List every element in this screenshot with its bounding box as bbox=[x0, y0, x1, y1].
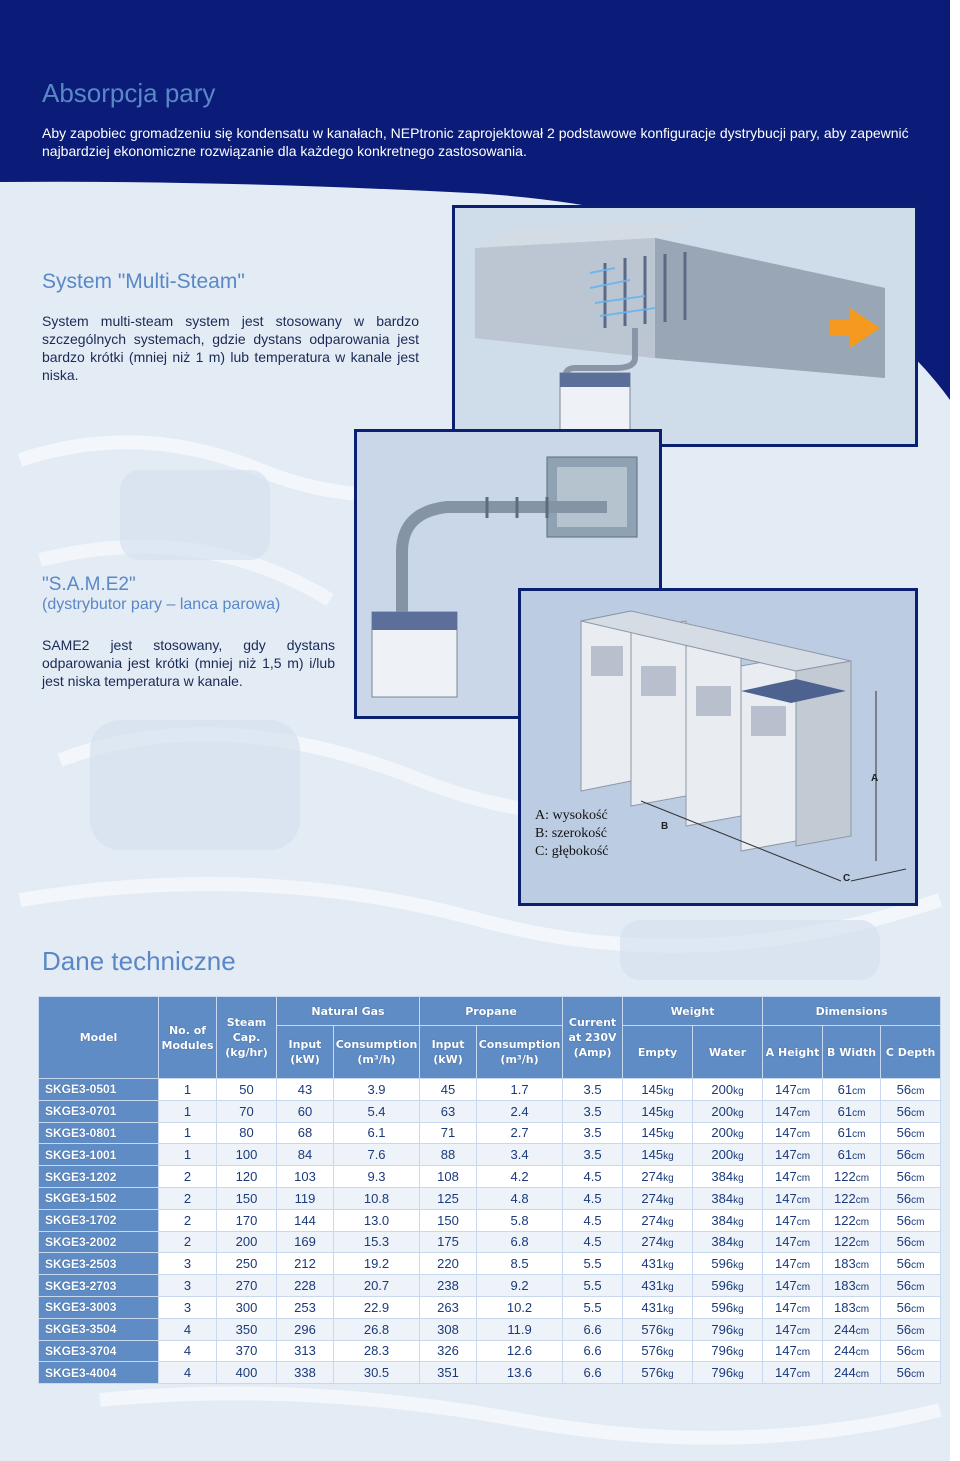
cell-c: 56cm bbox=[881, 1144, 941, 1166]
cell-pr-input: 71 bbox=[420, 1122, 477, 1144]
header-pr-input: Input (kW) bbox=[420, 1026, 477, 1079]
cell-steam: 150 bbox=[217, 1187, 277, 1209]
page-edge bbox=[950, 0, 960, 1461]
same2-title: "S.A.M.E2" bbox=[42, 574, 136, 595]
cell-pr-input: 63 bbox=[420, 1100, 477, 1122]
cell-b: 244cm bbox=[823, 1318, 881, 1340]
cell-b: 183cm bbox=[823, 1275, 881, 1297]
header-dimensions: Dimensions bbox=[763, 997, 941, 1026]
cell-pr-consumption: 4.2 bbox=[477, 1166, 563, 1188]
dimension-label-c: C bbox=[843, 873, 851, 884]
cell-modules: 4 bbox=[159, 1340, 217, 1362]
cell-model: SKGE3-0701 bbox=[39, 1100, 159, 1122]
cell-empty: 576kg bbox=[623, 1318, 693, 1340]
table-row bbox=[39, 1296, 941, 1318]
cell-modules: 1 bbox=[159, 1144, 217, 1166]
cell-pr-consumption: 2.4 bbox=[477, 1100, 563, 1122]
cell-c: 56cm bbox=[881, 1231, 941, 1253]
cell-model: SKGE3-3003 bbox=[39, 1296, 159, 1318]
cell-ng-consumption: 20.7 bbox=[334, 1275, 420, 1297]
table-row bbox=[39, 1100, 941, 1122]
cell-model: SKGE3-1202 bbox=[39, 1166, 159, 1188]
header-natural-gas: Natural Gas bbox=[277, 997, 420, 1026]
cell-a: 147cm bbox=[763, 1362, 823, 1384]
cell-current: 6.6 bbox=[563, 1362, 623, 1384]
cell-empty: 274kg bbox=[623, 1166, 693, 1188]
cell-pr-consumption: 4.8 bbox=[477, 1187, 563, 1209]
dimension-label-b: B bbox=[661, 821, 669, 832]
cell-a: 147cm bbox=[763, 1122, 823, 1144]
cell-model: SKGE3-1502 bbox=[39, 1187, 159, 1209]
cell-pr-input: 108 bbox=[420, 1166, 477, 1188]
header-weight: Weight bbox=[623, 997, 763, 1026]
tech-data-title: Dane techniczne bbox=[42, 946, 236, 976]
cell-ng-consumption: 6.1 bbox=[334, 1122, 420, 1144]
header-water: Water bbox=[693, 1026, 763, 1079]
cell-steam: 350 bbox=[217, 1318, 277, 1340]
cell-b: 122cm bbox=[823, 1231, 881, 1253]
cell-steam: 50 bbox=[217, 1079, 277, 1101]
cell-ng-input: 60 bbox=[277, 1100, 334, 1122]
cell-ng-input: 84 bbox=[277, 1144, 334, 1166]
cell-b: 244cm bbox=[823, 1362, 881, 1384]
cell-empty: 274kg bbox=[623, 1231, 693, 1253]
cell-pr-input: 308 bbox=[420, 1318, 477, 1340]
cell-a: 147cm bbox=[763, 1187, 823, 1209]
page-title: Absorpcja pary bbox=[42, 78, 216, 108]
cell-ng-consumption: 9.3 bbox=[334, 1166, 420, 1188]
cell-current: 4.5 bbox=[563, 1166, 623, 1188]
cell-steam: 200 bbox=[217, 1231, 277, 1253]
cell-ng-input: 103 bbox=[277, 1166, 334, 1188]
cell-model: SKGE3-2503 bbox=[39, 1253, 159, 1275]
cell-c: 56cm bbox=[881, 1079, 941, 1101]
legend-b: B: szerokość bbox=[535, 826, 607, 841]
dimensions-legend bbox=[535, 807, 609, 861]
cell-b: 183cm bbox=[823, 1253, 881, 1275]
cell-c: 56cm bbox=[881, 1100, 941, 1122]
cell-steam: 370 bbox=[217, 1340, 277, 1362]
header-modules: No. of Modules bbox=[159, 997, 217, 1079]
cell-ng-input: 253 bbox=[277, 1296, 334, 1318]
cell-pr-input: 45 bbox=[420, 1079, 477, 1101]
same2-subtitle: (dystrybutor pary – lanca parowa) bbox=[42, 596, 281, 613]
cell-pr-consumption: 6.8 bbox=[477, 1231, 563, 1253]
cell-model: SKGE3-0801 bbox=[39, 1122, 159, 1144]
header-model: Model bbox=[39, 997, 159, 1079]
cell-model: SKGE3-1702 bbox=[39, 1209, 159, 1231]
cell-pr-consumption: 1.7 bbox=[477, 1079, 563, 1101]
cell-current: 5.5 bbox=[563, 1275, 623, 1297]
cell-pr-consumption: 10.2 bbox=[477, 1296, 563, 1318]
cell-pr-input: 263 bbox=[420, 1296, 477, 1318]
cell-ng-consumption: 30.5 bbox=[334, 1362, 420, 1384]
cell-modules: 3 bbox=[159, 1296, 217, 1318]
cell-ng-consumption: 28.3 bbox=[334, 1340, 420, 1362]
cell-pr-input: 175 bbox=[420, 1231, 477, 1253]
header-ng-input: Input (kW) bbox=[277, 1026, 334, 1079]
cell-steam: 80 bbox=[217, 1122, 277, 1144]
cell-c: 56cm bbox=[881, 1296, 941, 1318]
cell-a: 147cm bbox=[763, 1318, 823, 1340]
cell-ng-input: 212 bbox=[277, 1253, 334, 1275]
cell-empty: 431kg bbox=[623, 1296, 693, 1318]
cell-ng-input: 228 bbox=[277, 1275, 334, 1297]
multi-steam-text: System multi-steam system jest stosowany w bardzo szczególnych systemach, gdzie dystans odparowania jest bardzo krótki (mniej niż 1 m) lub temperatura w kanale jest niska. bbox=[42, 313, 419, 383]
cell-current: 3.5 bbox=[563, 1100, 623, 1122]
cell-b: 61cm bbox=[823, 1100, 881, 1122]
cell-steam: 70 bbox=[217, 1100, 277, 1122]
cell-pr-consumption: 5.8 bbox=[477, 1209, 563, 1231]
cell-modules: 3 bbox=[159, 1275, 217, 1297]
cell-ng-consumption: 10.8 bbox=[334, 1187, 420, 1209]
cell-water: 384kg bbox=[693, 1231, 763, 1253]
cell-water: 596kg bbox=[693, 1275, 763, 1297]
cell-empty: 145kg bbox=[623, 1144, 693, 1166]
cell-model: SKGE3-1001 bbox=[39, 1144, 159, 1166]
table-row bbox=[39, 1122, 941, 1144]
cell-pr-input: 351 bbox=[420, 1362, 477, 1384]
cell-pr-consumption: 9.2 bbox=[477, 1275, 563, 1297]
multi-steam-illustration bbox=[452, 205, 918, 447]
cell-ng-consumption: 22.9 bbox=[334, 1296, 420, 1318]
cell-water: 796kg bbox=[693, 1318, 763, 1340]
cell-current: 4.5 bbox=[563, 1209, 623, 1231]
cell-modules: 3 bbox=[159, 1253, 217, 1275]
cell-ng-input: 119 bbox=[277, 1187, 334, 1209]
cell-pr-input: 220 bbox=[420, 1253, 477, 1275]
cell-b: 244cm bbox=[823, 1340, 881, 1362]
cell-current: 6.6 bbox=[563, 1340, 623, 1362]
cell-model: SKGE3-3704 bbox=[39, 1340, 159, 1362]
header-b: B Width bbox=[823, 1026, 881, 1079]
cell-current: 4.5 bbox=[563, 1231, 623, 1253]
header-empty: Empty bbox=[623, 1026, 693, 1079]
cell-model: SKGE3-0501 bbox=[39, 1079, 159, 1101]
cell-pr-consumption: 11.9 bbox=[477, 1318, 563, 1340]
legend-c: C: głębokość bbox=[535, 844, 609, 859]
cell-ng-input: 169 bbox=[277, 1231, 334, 1253]
cell-current: 4.5 bbox=[563, 1187, 623, 1209]
cell-b: 61cm bbox=[823, 1122, 881, 1144]
cell-water: 384kg bbox=[693, 1187, 763, 1209]
cell-empty: 145kg bbox=[623, 1100, 693, 1122]
cell-ng-consumption: 13.0 bbox=[334, 1209, 420, 1231]
cell-ng-consumption: 5.4 bbox=[334, 1100, 420, 1122]
cell-ng-input: 296 bbox=[277, 1318, 334, 1340]
cell-c: 56cm bbox=[881, 1318, 941, 1340]
cell-c: 56cm bbox=[881, 1166, 941, 1188]
cell-c: 56cm bbox=[881, 1253, 941, 1275]
header-ng-consumption: Consumption (m³/h) bbox=[334, 1026, 420, 1079]
cell-modules: 2 bbox=[159, 1231, 217, 1253]
cell-empty: 274kg bbox=[623, 1187, 693, 1209]
header-a: A Height bbox=[763, 1026, 823, 1079]
cell-model: SKGE3-2002 bbox=[39, 1231, 159, 1253]
cell-a: 147cm bbox=[763, 1209, 823, 1231]
table-row bbox=[39, 1253, 941, 1275]
header-c: C Depth bbox=[881, 1026, 941, 1079]
cell-empty: 576kg bbox=[623, 1340, 693, 1362]
cell-water: 596kg bbox=[693, 1296, 763, 1318]
cell-pr-input: 238 bbox=[420, 1275, 477, 1297]
cell-water: 200kg bbox=[693, 1100, 763, 1122]
cell-steam: 300 bbox=[217, 1296, 277, 1318]
cell-b: 122cm bbox=[823, 1166, 881, 1188]
cell-water: 200kg bbox=[693, 1144, 763, 1166]
cell-modules: 2 bbox=[159, 1187, 217, 1209]
cell-ng-input: 313 bbox=[277, 1340, 334, 1362]
cell-empty: 576kg bbox=[623, 1362, 693, 1384]
cell-a: 147cm bbox=[763, 1253, 823, 1275]
cell-empty: 145kg bbox=[623, 1079, 693, 1101]
cell-b: 122cm bbox=[823, 1187, 881, 1209]
cell-steam: 120 bbox=[217, 1166, 277, 1188]
cell-c: 56cm bbox=[881, 1275, 941, 1297]
cell-ng-consumption: 7.6 bbox=[334, 1144, 420, 1166]
cell-pr-consumption: 13.6 bbox=[477, 1362, 563, 1384]
cell-a: 147cm bbox=[763, 1100, 823, 1122]
cell-current: 3.5 bbox=[563, 1079, 623, 1101]
header-steam: Steam Cap. (kg/hr) bbox=[217, 997, 277, 1079]
cell-ng-consumption: 15.3 bbox=[334, 1231, 420, 1253]
cell-b: 183cm bbox=[823, 1296, 881, 1318]
cell-ng-input: 338 bbox=[277, 1362, 334, 1384]
intro-text: Aby zapobiec gromadzeniu się kondensatu w kanałach, NEPtronic zaprojektował 2 podstawowe konfiguracje dystrybucji pary, aby zapewnić najbardziej ekonomiczne rozwiązanie dla każdego konkretnego zastosowania. bbox=[42, 125, 909, 159]
cell-b: 122cm bbox=[823, 1209, 881, 1231]
cell-pr-consumption: 8.5 bbox=[477, 1253, 563, 1275]
cell-b: 61cm bbox=[823, 1144, 881, 1166]
table-row bbox=[39, 1318, 941, 1340]
cell-ng-consumption: 3.9 bbox=[334, 1079, 420, 1101]
cell-model: SKGE3-2703 bbox=[39, 1275, 159, 1297]
cell-ng-consumption: 19.2 bbox=[334, 1253, 420, 1275]
cell-pr-consumption: 2.7 bbox=[477, 1122, 563, 1144]
table-row bbox=[39, 1231, 941, 1253]
cell-ng-input: 68 bbox=[277, 1122, 334, 1144]
cell-modules: 4 bbox=[159, 1362, 217, 1384]
cell-steam: 100 bbox=[217, 1144, 277, 1166]
cell-pr-consumption: 12.6 bbox=[477, 1340, 563, 1362]
cell-b: 61cm bbox=[823, 1079, 881, 1101]
cell-modules: 4 bbox=[159, 1318, 217, 1340]
cell-current: 5.5 bbox=[563, 1296, 623, 1318]
cell-c: 56cm bbox=[881, 1209, 941, 1231]
cell-water: 796kg bbox=[693, 1340, 763, 1362]
table-row bbox=[39, 1340, 941, 1362]
cell-modules: 1 bbox=[159, 1079, 217, 1101]
cell-pr-input: 326 bbox=[420, 1340, 477, 1362]
cell-c: 56cm bbox=[881, 1362, 941, 1384]
table-row bbox=[39, 1166, 941, 1188]
cell-pr-input: 88 bbox=[420, 1144, 477, 1166]
cell-modules: 2 bbox=[159, 1166, 217, 1188]
cell-water: 384kg bbox=[693, 1166, 763, 1188]
cell-a: 147cm bbox=[763, 1079, 823, 1101]
cell-c: 56cm bbox=[881, 1187, 941, 1209]
cell-steam: 250 bbox=[217, 1253, 277, 1275]
cell-steam: 170 bbox=[217, 1209, 277, 1231]
cell-water: 200kg bbox=[693, 1122, 763, 1144]
cell-current: 3.5 bbox=[563, 1144, 623, 1166]
cell-current: 6.6 bbox=[563, 1318, 623, 1340]
cell-water: 200kg bbox=[693, 1079, 763, 1101]
header-pr-consumption: Consumption (m³/h) bbox=[477, 1026, 563, 1079]
cell-steam: 270 bbox=[217, 1275, 277, 1297]
cell-pr-input: 150 bbox=[420, 1209, 477, 1231]
cell-a: 147cm bbox=[763, 1296, 823, 1318]
table-row bbox=[39, 1209, 941, 1231]
table-row bbox=[39, 1362, 941, 1384]
cell-a: 147cm bbox=[763, 1340, 823, 1362]
cell-water: 596kg bbox=[693, 1253, 763, 1275]
table-row bbox=[39, 1079, 941, 1101]
dimension-label-a: A bbox=[871, 773, 879, 784]
cell-c: 56cm bbox=[881, 1122, 941, 1144]
cell-a: 147cm bbox=[763, 1275, 823, 1297]
cell-empty: 145kg bbox=[623, 1122, 693, 1144]
cell-empty: 431kg bbox=[623, 1275, 693, 1297]
cell-empty: 274kg bbox=[623, 1209, 693, 1231]
cell-ng-consumption: 26.8 bbox=[334, 1318, 420, 1340]
cell-c: 56cm bbox=[881, 1340, 941, 1362]
cell-modules: 1 bbox=[159, 1100, 217, 1122]
cell-empty: 431kg bbox=[623, 1253, 693, 1275]
header-current: Current at 230V (Amp) bbox=[563, 997, 623, 1079]
cell-model: SKGE3-4004 bbox=[39, 1362, 159, 1384]
cell-a: 147cm bbox=[763, 1231, 823, 1253]
cell-modules: 2 bbox=[159, 1209, 217, 1231]
cell-water: 384kg bbox=[693, 1209, 763, 1231]
cell-ng-input: 43 bbox=[277, 1079, 334, 1101]
cell-water: 796kg bbox=[693, 1362, 763, 1384]
cell-modules: 1 bbox=[159, 1122, 217, 1144]
table-row bbox=[39, 1144, 941, 1166]
header-propane: Propane bbox=[420, 997, 563, 1026]
cell-pr-consumption: 3.4 bbox=[477, 1144, 563, 1166]
cell-current: 5.5 bbox=[563, 1253, 623, 1275]
same2-text: SAME2 jest stosowany, gdy dystans odparowania jest krótki (mniej niż 1,5 m) i/lub jest niska temperatura w kanale. bbox=[42, 637, 335, 689]
table-row bbox=[39, 1275, 941, 1297]
cell-a: 147cm bbox=[763, 1144, 823, 1166]
legend-a: A: wysokość bbox=[535, 808, 608, 823]
cell-a: 147cm bbox=[763, 1166, 823, 1188]
cell-current: 3.5 bbox=[563, 1122, 623, 1144]
tech-data-table bbox=[38, 996, 936, 1384]
cell-pr-input: 125 bbox=[420, 1187, 477, 1209]
cell-ng-input: 144 bbox=[277, 1209, 334, 1231]
cell-steam: 400 bbox=[217, 1362, 277, 1384]
cell-model: SKGE3-3504 bbox=[39, 1318, 159, 1340]
multi-steam-title: System "Multi-Steam" bbox=[42, 270, 245, 293]
table-row bbox=[39, 1187, 941, 1209]
